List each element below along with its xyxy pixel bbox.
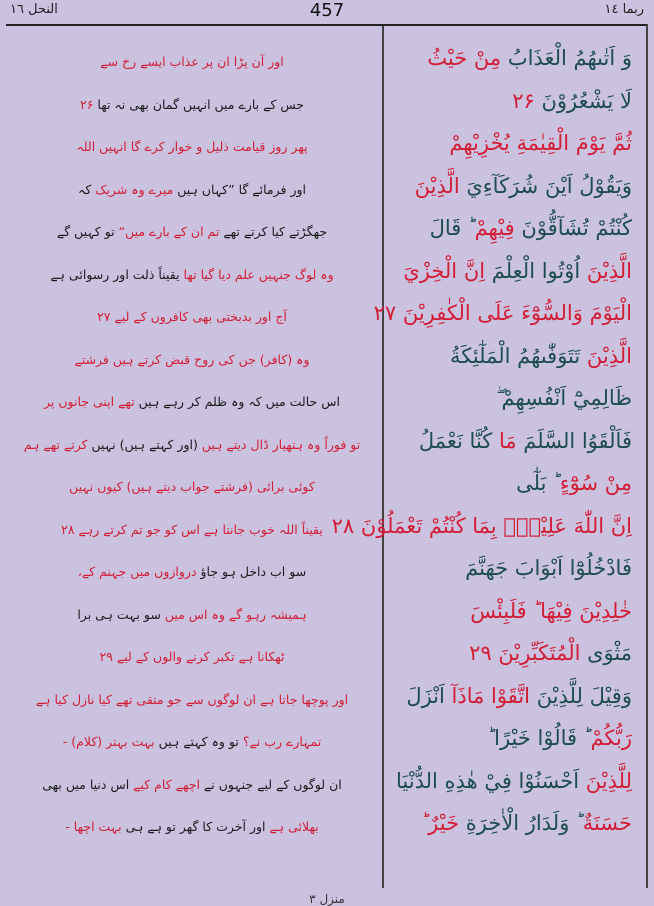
urdu-line-16 <box>6 688 378 712</box>
arabic-line-10-part-3: كُنَّا نَعْمَلُ <box>418 428 499 453</box>
header-rule <box>6 24 648 26</box>
arabic-line-10-part-2: مَا <box>498 428 524 453</box>
urdu-line-14 <box>6 603 378 627</box>
arabic-line-7-part-3: ۲۷ <box>373 301 403 325</box>
urdu-line-19-part-1: بھلائی ہے <box>269 819 319 834</box>
urdu-line-11-part-1: کوئی برائی <box>256 479 315 494</box>
arabic-line-4-part-2: الَّذِيْنَ <box>414 173 467 198</box>
urdu-line-6-part-1: وہ لوگ جنہیں علم دیا گیا تھا <box>183 266 334 282</box>
urdu-line-1 <box>6 50 378 74</box>
arabic-line-14-part-1: خٰلِدِيْنَ فِيْهَا <box>540 598 632 623</box>
urdu-line-15 <box>6 645 378 669</box>
urdu-line-5-part-1: جھگڑتے کیا کرتے تھے <box>223 224 328 239</box>
arabic-line-13 <box>370 552 632 584</box>
urdu-line-3-part-2: ذلیل و خوار کرے گا <box>130 139 233 154</box>
urdu-line-18-part-1: ان لوگوں کے لیے جنہوں نے <box>203 776 342 792</box>
urdu-line-19-part-2: اور آخرت کا گھر تو ہے ہی <box>125 819 270 834</box>
urdu-line-17-part-3: بہت بہتر (کلام) - <box>62 734 159 749</box>
arabic-line-6-part-3: اِنَّ الْخِزْيَ <box>403 258 492 283</box>
urdu-line-14-part-1: ہمیشہ رہو گے وہ اس میں <box>164 606 307 622</box>
urdu-line-12-part-3: ۲۸ <box>61 521 79 537</box>
urdu-line-5-part-2: تم ان کے بارے میں“ <box>118 224 224 239</box>
urdu-line-7-part-2: کافروں کے لیے <box>114 309 193 324</box>
arabic-line-1-part-1: وَ اَتٰىهُمُ الْعَذَابُ <box>507 46 632 70</box>
arabic-line-6-part-2: اُوْتُوا الْعِلْمَ <box>491 258 587 283</box>
urdu-line-16-part-3: کیا نازل کیا ہے <box>35 691 116 707</box>
manzil-footer: منزل ۳ <box>309 892 345 906</box>
urdu-line-6-part-2: یقیناً ذلت اور رسوائی <box>68 266 184 282</box>
arabic-line-13-part-1: فَادْخُلُوْٓا اَبْوَابَ <box>514 556 632 580</box>
arabic-line-2 <box>370 85 632 117</box>
urdu-line-13-part-3: جہنم کے، <box>77 564 131 579</box>
urdu-line-16-part-1: اور پوچھا جاتا ہے ان لوگوں سے <box>185 691 349 707</box>
urdu-line-10-part-1: تو فوراً وہ ہتھیار ڈال دیتے ہیں <box>201 436 361 452</box>
arabic-line-1 <box>370 42 632 74</box>
urdu-line-8-part-1: وہ (کافر) جن کی <box>218 351 310 367</box>
urdu-line-6-part-3: ہے <box>50 266 69 282</box>
page-number: 457 <box>309 0 345 21</box>
arabic-line-9 <box>370 382 632 414</box>
urdu-line-12 <box>6 518 378 542</box>
arabic-line-16-part-2: اتَّقَوْا مَاذَآ <box>451 683 537 708</box>
urdu-line-5 <box>6 220 378 244</box>
urdu-line-2 <box>6 93 378 117</box>
urdu-line-12-part-2: اس کو جو تم کرتے رہے <box>78 521 204 537</box>
urdu-line-1-part-2: ایسے رخ سے <box>100 54 170 69</box>
arabic-line-18-part-1: لِلَّذِيْنَ <box>585 768 632 793</box>
urdu-line-4-part-1: اور فرمائے گا ”کہاں ہیں <box>177 181 306 197</box>
arabic-line-10 <box>370 425 632 457</box>
urdu-line-9 <box>6 390 378 414</box>
urdu-line-1-part-1: اور آن پڑا ان پر عذاب <box>169 54 284 69</box>
arabic-line-4-part-1: وَيَقُوْلُ اَيْنَ شُرَكَآءِيَ <box>466 173 632 198</box>
urdu-line-5-part-3: تو کہیں گے <box>56 224 119 239</box>
arabic-line-12-part-3: ۲۸ <box>331 513 361 538</box>
arabic-line-19-part-1: حَسَنَةٌ <box>582 811 632 835</box>
arabic-line-7-part-2: عَلَى الْكٰفِرِيْنَ <box>402 301 522 325</box>
urdu-line-4-part-3: کہ <box>78 181 96 197</box>
arabic-line-9-part-1: ظَالِمِيْٓ اَنْفُسِهِمْ <box>501 386 632 410</box>
urdu-line-7 <box>6 305 378 329</box>
arabic-line-19 <box>370 807 632 839</box>
urdu-line-2-part-2: ۲۶ <box>79 96 98 112</box>
urdu-line-9-part-2: تھے اپنی جانوں پر <box>44 394 139 409</box>
arabic-line-14-part-2: ؕ فَلَبِئْسَ <box>470 598 541 623</box>
arabic-line-12 <box>331 510 632 542</box>
arabic-line-6-part-1: الَّذِيْنَ <box>586 258 632 283</box>
urdu-line-15-part-1: ٹھکانا ہے <box>238 649 285 664</box>
urdu-line-3-part-1: پھر روز قیامت <box>232 139 308 154</box>
arabic-line-11-part-2: ؕ بَلٰٓى <box>516 471 560 495</box>
arabic-line-8-part-2: تَتَوَفّٰىهُمُ الْمَلٰٓئِكَةُ <box>449 343 587 368</box>
arabic-line-16-part-1: وَقِيْلَ لِلَّذِيْنَ <box>536 683 632 708</box>
urdu-line-8 <box>6 348 378 372</box>
right-border <box>646 24 648 888</box>
arabic-line-1-part-2: مِنْ حَيْثُ <box>427 46 508 70</box>
urdu-line-15-part-2: تکبر کرنے والوں کے لیے <box>116 649 239 664</box>
urdu-line-15-part-3: ۲۹ <box>99 649 117 664</box>
arabic-line-17-part-2: ؕ قَالُوْا خَيْرًا <box>494 726 591 750</box>
urdu-line-4-part-2: میرے وہ شریک <box>95 181 178 197</box>
arabic-line-4 <box>370 170 632 202</box>
arabic-line-12-part-2: بِمَا كُنْتُمْ تَعْمَلُوْنَ <box>360 513 504 538</box>
urdu-line-11-part-2: (فرشتے جواب دیتے ہیں) کیوں نہیں <box>69 479 257 494</box>
arabic-line-3 <box>370 127 632 159</box>
arabic-line-15-part-3: ۲۹ <box>469 641 499 665</box>
arabic-line-5-part-1: كُنْتُمْ تُشَآقُّوْنَ <box>521 216 632 240</box>
arabic-line-5-part-2: فِيْهِمْ <box>474 216 522 240</box>
urdu-line-17-part-1: تمہارے رب نے؟ <box>242 734 322 749</box>
urdu-line-13 <box>6 560 378 584</box>
arabic-line-14 <box>370 595 632 627</box>
arabic-line-17-part-3: ؕ <box>487 726 495 750</box>
arabic-line-15 <box>370 637 632 669</box>
urdu-line-6 <box>6 263 378 287</box>
urdu-line-4 <box>6 178 378 202</box>
urdu-line-10-part-3: کرتے تھے ہم <box>23 436 92 452</box>
arabic-line-19-part-2: ؕ وَلَدَارُ الْاٰخِرَةِ <box>465 811 583 835</box>
arabic-line-13-part-2: جَهَنَّمَ <box>465 556 515 580</box>
arabic-line-15-part-1: مَثْوَى <box>587 641 632 665</box>
urdu-line-13-part-1: سو اب داخل ہو جاؤ <box>200 564 307 579</box>
urdu-line-19 <box>6 815 378 839</box>
urdu-line-16-part-2: جو متقی تھے <box>115 691 186 707</box>
urdu-line-7-part-1: آج اور بدبختی بھی <box>192 309 287 324</box>
urdu-line-7-part-3: ۲۷ <box>97 309 115 324</box>
arabic-line-2-part-2: ۲۶ <box>512 88 542 113</box>
arabic-line-17 <box>370 722 632 754</box>
urdu-line-17-part-2: تو وہ کہتے ہیں <box>158 734 243 749</box>
arabic-line-8-part-1: الَّذِيْنَ <box>586 343 632 368</box>
arabic-line-15-part-2: الْمُتَكَبِّرِيْنَ <box>498 641 588 665</box>
header-surah-name: النحل ١٦ <box>10 2 58 17</box>
urdu-line-8-part-2: روح قبض کرتے ہیں <box>112 351 219 367</box>
arabic-line-16-part-3: اَنْزَلَ <box>406 683 452 708</box>
header-para-name: ربما ١٤ <box>604 2 644 17</box>
arabic-line-10-part-1: فَاَلْقَوُا السَّلَمَ <box>523 428 632 453</box>
arabic-line-9-part-2: ۖ <box>496 386 502 410</box>
arabic-line-11-part-1: مِنْ سُوْٓءٍ <box>559 471 632 495</box>
arabic-line-3-part-1: ثُمَّ يَوْمَ الْقِيٰمَةِ يُخْزِيْهِمْ <box>449 131 632 155</box>
urdu-line-3-part-3: انہیں اللہ <box>76 139 131 154</box>
arabic-line-5-part-3: ؕ قَالَ <box>429 216 475 240</box>
arabic-line-8 <box>370 340 632 372</box>
arabic-line-16 <box>370 680 632 712</box>
arabic-line-5 <box>370 212 632 244</box>
arabic-line-7-part-1: الْيَوْمَ وَالسُّوْٓءَ <box>521 301 632 325</box>
urdu-line-18-part-2: اچھے کام کیے <box>133 776 204 792</box>
urdu-line-18 <box>6 773 378 797</box>
urdu-line-10 <box>6 433 378 457</box>
urdu-line-9-part-1: اس حالت میں کہ وہ ظلم کر رہے ہیں <box>138 394 340 409</box>
urdu-line-17 <box>6 730 378 754</box>
arabic-line-12-part-1: اِنَّ اللّٰهَ عَلِيْمٌۢ <box>503 513 632 538</box>
urdu-line-14-part-2: سو بہت ہی برا <box>77 606 165 622</box>
urdu-line-2-part-1: جس کے بارے میں انہیں گمان بھی نہ تھا <box>97 96 305 112</box>
urdu-line-13-part-2: دروازوں میں <box>130 564 201 579</box>
urdu-line-8-part-3: فرشتے <box>74 351 113 367</box>
urdu-line-19-part-3: بہت اچھا - <box>65 819 126 834</box>
arabic-line-19-part-3: خَيْرٌ ؕ <box>421 811 466 835</box>
arabic-line-2-part-1: لَا يَشْعُرُوْنَ <box>541 88 632 113</box>
arabic-line-17-part-1: رَبُّكُمْ <box>590 726 632 750</box>
arabic-line-18-part-2: اَحْسَنُوْا فِيْ هٰذِهِ الدُّنْيَا <box>396 768 586 793</box>
urdu-line-10-part-2: (اور کہتے ہیں) نہیں <box>91 436 202 452</box>
urdu-line-18-part-3: اس دنیا میں بھی <box>42 776 134 792</box>
arabic-line-7 <box>370 297 632 329</box>
urdu-line-11 <box>6 475 378 499</box>
arabic-line-18 <box>370 765 632 797</box>
arabic-line-6 <box>370 255 632 287</box>
urdu-line-12-part-1: یقیناً اللہ خوب جانتا ہے <box>203 521 323 537</box>
urdu-line-3 <box>6 135 378 159</box>
arabic-line-11 <box>370 467 632 499</box>
